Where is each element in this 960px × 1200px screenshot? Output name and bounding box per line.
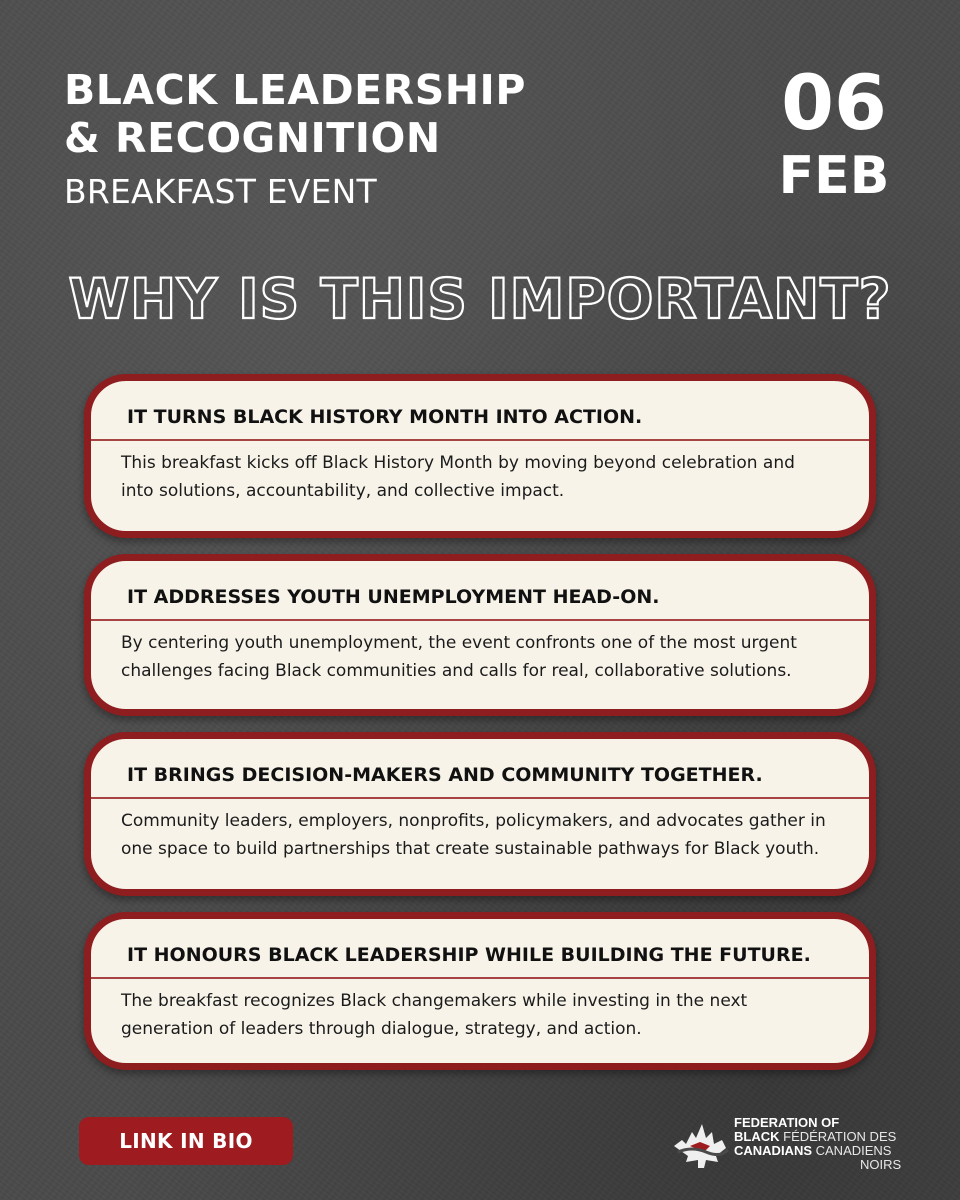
- reason-body-line: The breakfast recognizes Black changemakers while investing in the next: [121, 991, 748, 1011]
- reason-heading: IT BRINGS DECISION-MAKERS AND COMMUNITY TOGETHER.: [127, 764, 763, 786]
- event-date: [774, 60, 894, 204]
- reason-card-4: [84, 912, 876, 1070]
- logo-fr-line-3: NOIRS: [860, 1157, 902, 1172]
- reason-body-line: one space to build partnerships that create sustainable pathways for Black youth.: [121, 839, 820, 859]
- reason-body: [121, 987, 839, 1043]
- section-heading: [0, 266, 960, 336]
- card-divider: [91, 977, 869, 979]
- reason-body: [121, 449, 839, 505]
- event-title-line-2: & RECOGNITION: [64, 114, 441, 162]
- logo-wordmark: [734, 1116, 901, 1172]
- reason-body-line: challenges facing Black communities and calls for real, collaborative solutions.: [121, 661, 792, 681]
- reason-body-line: By centering youth unemployment, the event confronts one of the most urgent: [121, 633, 797, 653]
- reason-heading: IT ADDRESSES YOUTH UNEMPLOYMENT HEAD-ON.: [127, 586, 660, 608]
- reason-body-line: Community leaders, employers, nonprofits, policymakers, and advocates gather in: [121, 811, 826, 831]
- logo-fr-line-1: FÉDÉRATION DES: [783, 1129, 897, 1144]
- logo-en-line-2: BLACK: [734, 1129, 780, 1144]
- event-title-block: [64, 66, 526, 214]
- card-divider: [91, 439, 869, 441]
- federation-logo: [672, 1110, 902, 1172]
- card-divider: [91, 619, 869, 621]
- question-text: WHY IS THIS IMPORTANT?: [68, 267, 892, 331]
- outlined-heading: [0, 266, 960, 336]
- reason-body-line: generation of leaders through dialogue, strategy, and action.: [121, 1019, 642, 1039]
- reason-body: [121, 629, 839, 685]
- reason-card-1: [84, 374, 876, 538]
- date-month: FEB: [778, 146, 890, 206]
- event-title-line-1: BLACK LEADERSHIP: [64, 66, 526, 114]
- reason-heading: IT TURNS BLACK HISTORY MONTH INTO ACTION.: [127, 406, 643, 428]
- logo-en-line-3: CANADIANS: [734, 1143, 812, 1158]
- logo-en-line-1: FEDERATION OF: [734, 1115, 840, 1130]
- reason-heading: IT HONOURS BLACK LEADERSHIP WHILE BUILDING THE FUTURE.: [127, 944, 811, 966]
- link-in-bio-button[interactable]: LINK IN BIO: [79, 1117, 293, 1165]
- date-day: 06: [781, 58, 887, 147]
- reason-body-line: into solutions, accountability, and collective impact.: [121, 481, 565, 501]
- maple-leaf-flag-icon: [672, 1116, 730, 1170]
- reason-body: [121, 807, 839, 863]
- reason-card-2: [84, 554, 876, 716]
- reason-card-3: [84, 732, 876, 896]
- logo-fr-line-2: CANADIENS: [815, 1143, 892, 1158]
- event-subtitle: BREAKFAST EVENT: [64, 172, 377, 211]
- reason-body-line: This breakfast kicks off Black History Month by moving beyond celebration and: [121, 453, 795, 473]
- card-divider: [91, 797, 869, 799]
